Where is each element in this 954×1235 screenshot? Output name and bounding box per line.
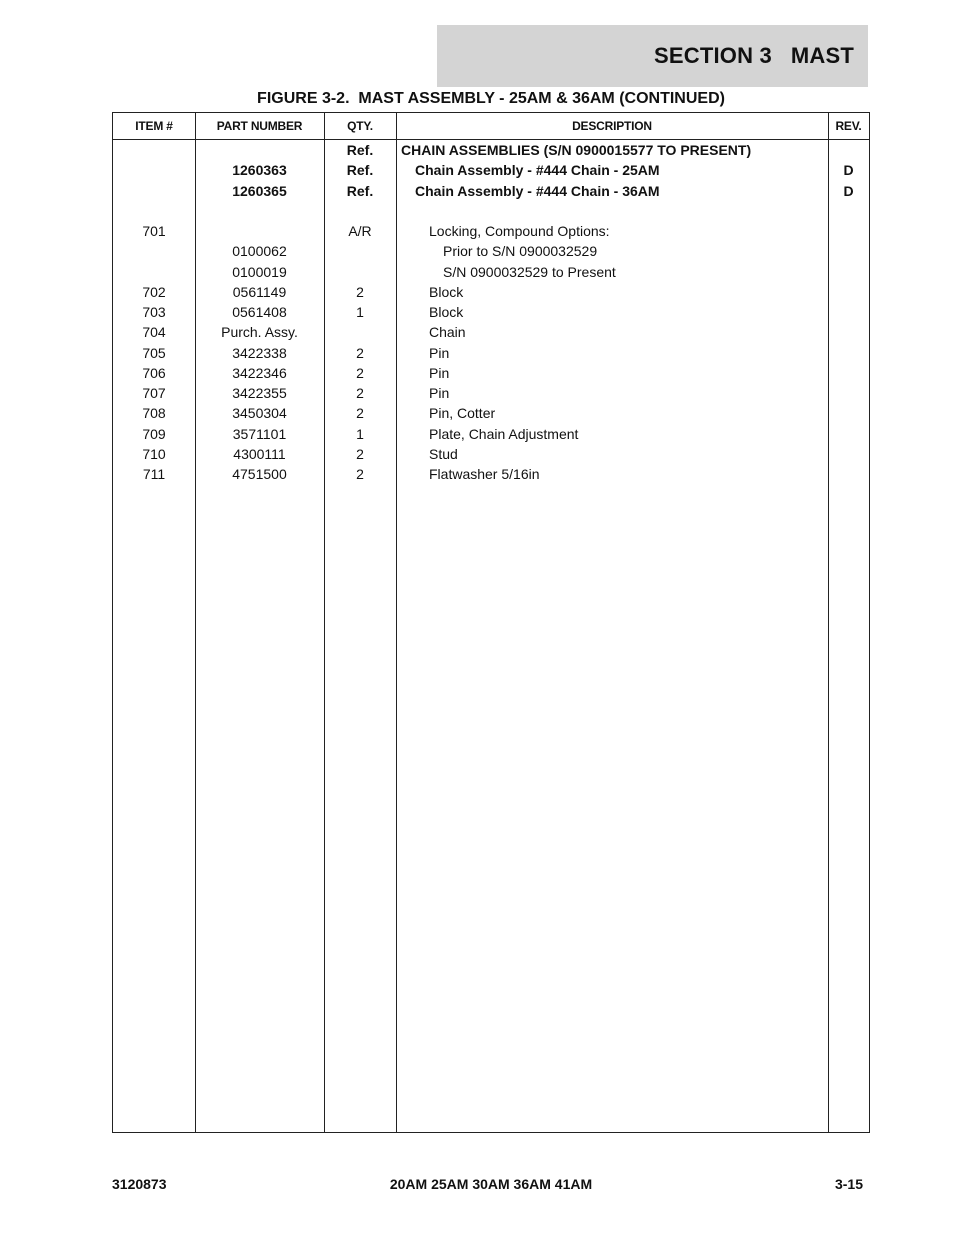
table-row — [113, 424, 869, 444]
part-number-cell: 0100019 — [232, 263, 287, 280]
column-header-qty: QTY. — [347, 119, 373, 133]
quantity-cell: Ref. — [346, 182, 374, 199]
part-number-cell: 3571101 — [232, 425, 287, 442]
description-cell: Chain Assembly - #444 Chain - 36AM — [415, 182, 660, 199]
part-number-cell: 1260363 — [232, 162, 287, 179]
section-header — [437, 25, 868, 87]
description-cell: Block — [429, 304, 464, 320]
table-row — [113, 363, 869, 383]
part-number-cell: 3422338 — [232, 344, 287, 361]
table-row — [113, 322, 869, 342]
page-number: 3-15 — [834, 1176, 863, 1192]
table-row — [113, 160, 869, 180]
description-cell: CHAIN ASSEMBLIES (S/N 0900015577 TO PRESENT) — [401, 142, 752, 158]
figure-title: FIGURE 3-2. MAST ASSEMBLY - 25AM & 36AM (CONTINUED) — [257, 90, 725, 107]
part-number-cell: 3450304 — [232, 405, 287, 422]
description-cell: Block — [429, 283, 464, 300]
revision-cell: D — [843, 182, 854, 199]
section-title: SECTION 3 MAST — [654, 43, 854, 68]
table-row — [113, 262, 869, 282]
description-cell: Plate, Chain Adjustment — [429, 425, 579, 442]
description-cell: S/N 0900032529 to Present — [443, 263, 616, 280]
table-row — [113, 181, 869, 201]
description-cell: Pin — [429, 344, 450, 361]
quantity-cell: Ref. — [346, 162, 374, 179]
column-header-item: ITEM # — [135, 119, 173, 133]
quantity-cell: 2 — [356, 466, 364, 482]
item-number-cell: 704 — [142, 324, 166, 341]
description-cell: Stud — [429, 445, 458, 462]
description-cell: Flatwasher 5/16in — [429, 466, 540, 482]
table-row — [113, 343, 869, 363]
description-cell: Chain — [429, 324, 466, 341]
table-row — [113, 221, 869, 241]
quantity-cell: 2 — [356, 385, 364, 401]
item-number-cell: 708 — [142, 405, 166, 422]
parts-table — [112, 112, 870, 1133]
document-number: 3120873 — [112, 1176, 167, 1192]
quantity-cell: A/R — [348, 223, 372, 239]
table-row — [113, 383, 869, 403]
description-cell: Pin — [429, 364, 450, 381]
table-row — [113, 464, 869, 484]
description-cell: Pin — [429, 385, 450, 401]
part-number-cell: Purch. Assy. — [221, 324, 298, 341]
quantity-cell: 2 — [356, 283, 364, 300]
part-number-cell: 4300111 — [233, 445, 286, 462]
item-number-cell: 701 — [142, 223, 166, 239]
part-number-cell: 0561149 — [232, 283, 287, 300]
description-cell: Chain Assembly - #444 Chain - 25AM — [415, 162, 660, 179]
quantity-cell: 2 — [356, 445, 364, 462]
table-row — [113, 444, 869, 464]
item-number-cell: 707 — [142, 385, 166, 401]
table-row — [113, 302, 869, 322]
description-cell: Pin, Cotter — [429, 405, 496, 422]
quantity-cell: 2 — [356, 364, 364, 381]
description-cell: Prior to S/N 0900032529 — [443, 243, 598, 260]
table-row — [113, 282, 869, 302]
item-number-cell: 711 — [142, 466, 166, 482]
table-row — [113, 201, 869, 221]
column-header-description: DESCRIPTION — [572, 119, 652, 133]
quantity-cell: 1 — [356, 304, 364, 320]
item-number-cell: 702 — [142, 283, 166, 300]
item-number-cell: 705 — [142, 344, 166, 361]
quantity-cell: 2 — [356, 405, 364, 422]
item-number-cell: 706 — [142, 364, 166, 381]
column-header-rev: REV. — [835, 119, 862, 133]
revision-cell: D — [843, 162, 854, 179]
item-number-cell: 703 — [142, 304, 166, 320]
table-row — [113, 403, 869, 423]
model-list: 20AM 25AM 30AM 36AM 41AM — [389, 1176, 593, 1192]
part-number-cell: 1260365 — [232, 182, 287, 199]
item-number-cell: 709 — [142, 425, 166, 442]
part-number-cell: 0561408 — [232, 304, 287, 320]
description-cell: Locking, Compound Options: — [429, 223, 610, 239]
quantity-cell: Ref. — [346, 142, 374, 158]
part-number-cell: 4751500 — [232, 466, 287, 482]
table-row — [113, 140, 869, 160]
table-row — [113, 241, 869, 261]
part-number-cell: 3422346 — [232, 364, 287, 381]
quantity-cell: 2 — [356, 344, 364, 361]
column-header-part-number: PART NUMBER — [216, 119, 303, 133]
part-number-cell: 3422355 — [232, 385, 287, 401]
quantity-cell: 1 — [356, 425, 364, 442]
part-number-cell: 0100062 — [232, 243, 287, 260]
item-number-cell: 710 — [142, 445, 166, 462]
